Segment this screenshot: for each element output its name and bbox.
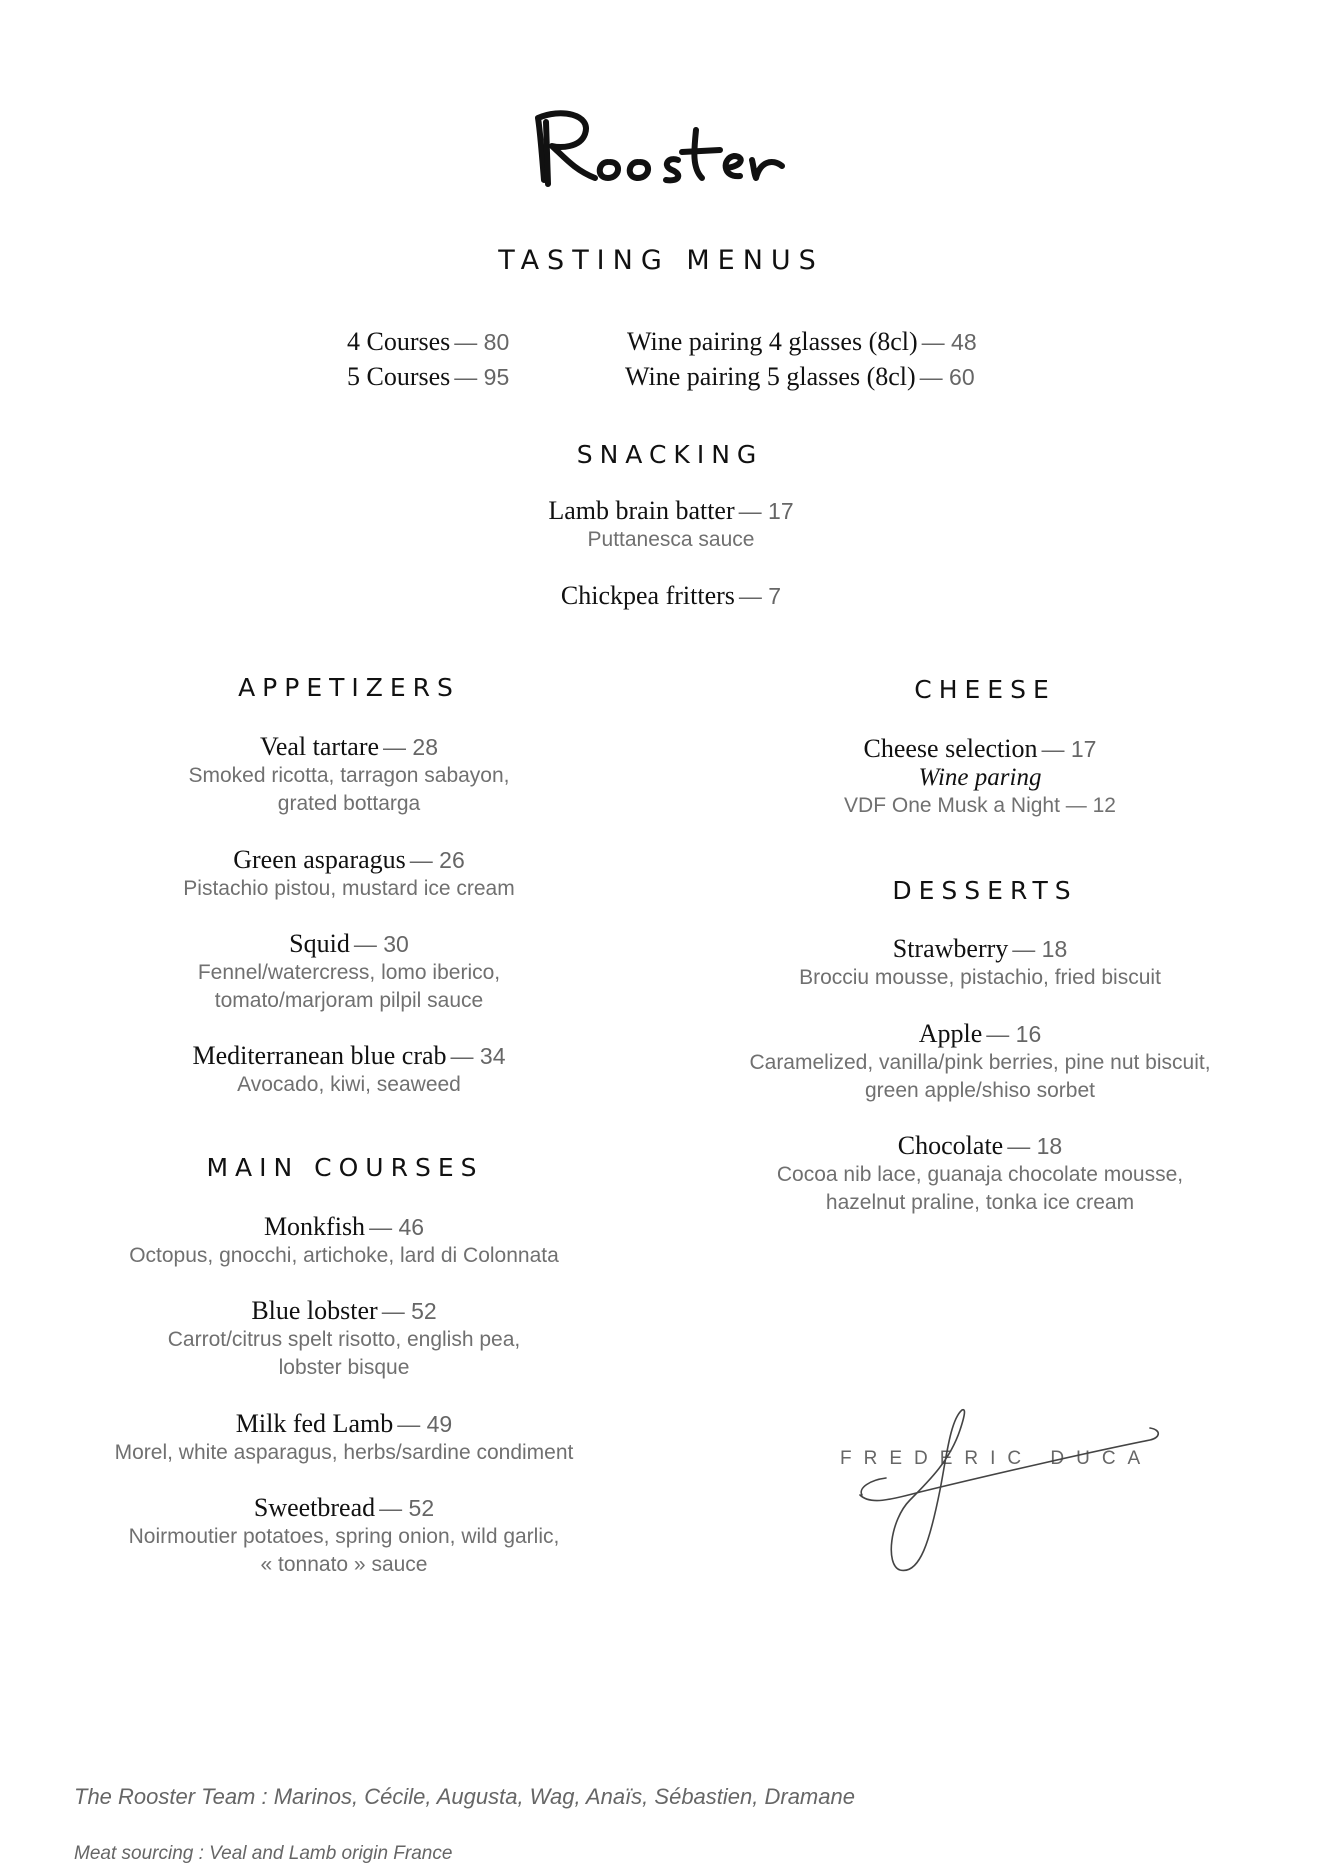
dessert-desc: Brocciu mousse, pistachio, fried biscuit <box>799 966 1161 989</box>
wine-pairing-4-price: — 48 <box>921 329 977 355</box>
tasting-4-courses-price: — 80 <box>454 329 510 355</box>
tasting-4-courses: 4 Courses <box>347 327 451 356</box>
snack-name: Chickpea fritters <box>560 581 735 610</box>
tasting-menus-heading: TASTING MENUS <box>498 245 824 276</box>
appetizer-item <box>104 845 594 903</box>
dessert-desc: hazelnut praline, tonka ice cream <box>825 1191 1135 1214</box>
main-desc: « tonnato » sauce <box>260 1553 428 1576</box>
appetizer-name: Mediterranean blue crab <box>192 1041 447 1070</box>
main-desc: Noirmoutier potatoes, spring onion, wild garlic, <box>128 1525 560 1548</box>
main-price: — 49 <box>397 1411 453 1437</box>
tasting-row <box>347 362 509 392</box>
main-item <box>94 1296 594 1382</box>
appetizer-price: — 34 <box>450 1043 506 1069</box>
main-name: Sweetbread <box>253 1493 376 1522</box>
main-name: Milk fed Lamb <box>235 1409 394 1438</box>
appetizer-name: Green asparagus <box>233 845 406 874</box>
dessert-desc: green apple/shiso sorbet <box>865 1079 1095 1102</box>
signature-icon <box>850 1400 1170 1580</box>
appetizer-item <box>104 1041 594 1099</box>
chef-name: FREDERIC DUCA <box>840 1448 1153 1469</box>
appetizer-desc: Pistachio pistou, mustard ice cream <box>183 877 515 900</box>
snack-item <box>461 581 881 611</box>
appetizer-desc: Avocado, kiwi, seaweed <box>237 1073 461 1096</box>
dessert-item <box>720 1131 1240 1217</box>
dessert-price: — 18 <box>1012 936 1068 962</box>
snack-price: — 17 <box>738 498 794 524</box>
dessert-item <box>720 1019 1240 1105</box>
appetizer-item <box>104 929 594 1015</box>
wine-pairing-4: Wine pairing 4 glasses (8cl) <box>627 327 918 356</box>
wine-pairing-5: Wine pairing 5 glasses (8cl) <box>625 362 916 391</box>
wine-pairing-wine: VDF One Musk a Night — 12 <box>844 794 1116 817</box>
main-name: Blue lobster <box>251 1296 378 1325</box>
wine-pairing-5-price: — 60 <box>919 364 975 390</box>
wine-pairing-label: Wine paring <box>918 764 1042 791</box>
snack-name: Lamb brain batter <box>548 496 735 525</box>
cheese-name: Cheese selection <box>863 734 1038 763</box>
dessert-price: — 16 <box>986 1021 1042 1047</box>
appetizers-heading: APPETIZERS <box>238 673 460 702</box>
appetizer-price: — 26 <box>409 847 465 873</box>
main-desc: lobster bisque <box>278 1356 410 1379</box>
main-desc: Carrot/citrus spelt risotto, english pea, <box>167 1328 521 1351</box>
dessert-desc: Caramelized, vanilla/pink berries, pine nut biscuit, <box>749 1051 1211 1074</box>
appetizer-name: Squid <box>289 929 350 958</box>
snack-price: — 7 <box>738 583 782 609</box>
main-item <box>94 1212 594 1270</box>
dessert-price: — 18 <box>1007 1133 1063 1159</box>
dessert-desc: Cocoa nib lace, guanaja chocolate mousse, <box>776 1163 1184 1186</box>
dessert-name: Strawberry <box>892 934 1009 963</box>
desserts-heading: DESSERTS <box>892 876 1078 905</box>
tasting-row <box>627 327 977 357</box>
dessert-item <box>720 934 1240 992</box>
main-name: Monkfish <box>263 1212 366 1241</box>
appetizer-price: — 28 <box>383 734 439 760</box>
appetizer-desc: tomato/marjoram pilpil sauce <box>214 989 484 1012</box>
main-courses-heading: MAIN COURSES <box>206 1153 484 1182</box>
appetizer-desc: Fennel/watercress, lomo iberico, <box>197 961 501 984</box>
dessert-name: Apple <box>918 1019 983 1048</box>
main-item <box>94 1493 594 1579</box>
tasting-row <box>347 327 509 357</box>
appetizer-price: — 30 <box>353 931 409 957</box>
snack-desc: Puttanesca sauce <box>587 528 755 551</box>
tasting-5-courses: 5 Courses <box>347 362 451 391</box>
footer-sourcing: Meat sourcing : Veal and Lamb origin France <box>74 1843 453 1864</box>
appetizer-name: Veal tartare <box>259 732 380 761</box>
dessert-name: Chocolate <box>897 1131 1004 1160</box>
main-price: — 46 <box>369 1214 425 1240</box>
appetizer-desc: grated bottarga <box>277 792 421 815</box>
cheese-item <box>730 734 1230 820</box>
main-desc: Octopus, gnocchi, artichoke, lard di Colonnata <box>129 1244 559 1267</box>
main-price: — 52 <box>381 1298 437 1324</box>
main-desc: Morel, white asparagus, herbs/sardine condiment <box>114 1441 574 1464</box>
cheese-heading: CHEESE <box>914 675 1056 704</box>
main-price: — 52 <box>379 1495 435 1521</box>
rooster-logo-icon <box>530 100 810 210</box>
footer-team: The Rooster Team : Marinos, Cécile, Augusta, Wag, Anaïs, Sébastien, Dramane <box>74 1784 855 1809</box>
snack-item <box>461 496 881 554</box>
appetizer-item <box>104 732 594 818</box>
appetizer-desc: Smoked ricotta, tarragon sabayon, <box>188 764 510 787</box>
cheese-price: — 17 <box>1041 736 1097 762</box>
snacking-heading: SNACKING <box>576 440 764 469</box>
tasting-5-courses-price: — 95 <box>454 364 510 390</box>
main-item <box>84 1409 604 1467</box>
tasting-row <box>625 362 975 392</box>
